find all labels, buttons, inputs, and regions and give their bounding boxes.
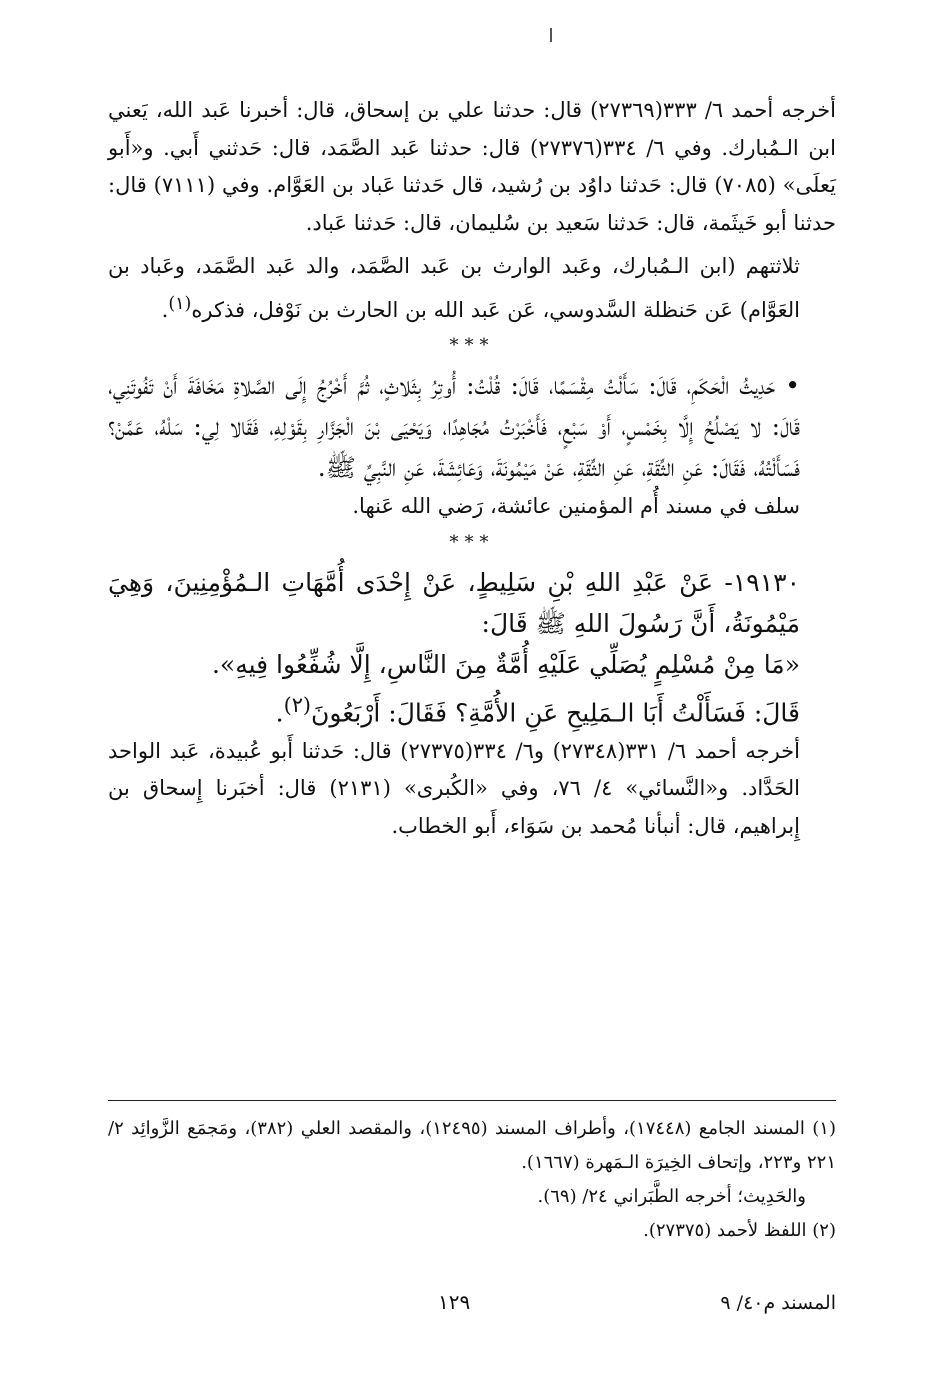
takhrij-paragraph-2-text: ثلاثتهم (ابن الـمُبارك، وعَبد الوارث بن عَبد الصَّمَد، والد عَبد الصَّمَد، وعَباد بن العَوَّام) عَن حَنظلة السَّدوسي، عَن عَبد الله بن الحارث بن نَوْفل، فذكره [108,254,800,322]
footnote-2: (٢) اللفظ لأحمد (٢٧٣٧٥). [643,1220,836,1241]
footnote-1: (١) المسند الجامع (١٧٤٤٨)، وأطراف المسند (١٢٤٩٥)، والمقصد العلي (٣٨٢)، ومَجمَع الزَّوائِد ٢/ ٢٢١ و٢٢٣، وإتحاف الخِيرَة الـمَهرة (١٦٦٧). [108,1118,836,1173]
footnote-ref-1: (١) [168,293,192,314]
main-text [108,92,836,845]
section-separator-1: *** [449,335,495,356]
takhrij-paragraph-1: أخرجه أحمد ٦/ ٣٣٣(٢٧٣٦٩) قال: حدثنا علي بن إسحاق، قال: أخبرنا عَبد الله، يَعني ابن الـمُبارك. وفي ٦/ ٣٣٤(٢٧٣٧٦) قال: حدثنا عَبد الصَّمَد، قال: حَدثني أَبي. و«أَبو يَعلَى» (٧٠٨٥) قال: حَدثنا داوُد بن رُشيد، قال حَدثنا عَباد بن العَوَّام. وفي (٧١١١) قال: حدثنا أبو خَيثَمة، قال: حَدثنا سَعيد بن سُليمان، قال: حَدثنا عَباد. [108,98,836,235]
page-number: ١٢٩ [438,1290,471,1314]
volume-signature: المسند م٤٠/ ٩ [720,1292,836,1314]
page-footer [108,1290,836,1326]
footnotes [108,1112,836,1248]
footnote-ref-2: (٢) [283,692,312,717]
hadith-19130-addendum-text: قَالَ: فَسَأَلْتُ أَبَا الـمَلِيحِ عَنِ الأُمَّةِ؟ فَقَالَ: أَرْبَعُونَ [311,697,800,727]
takhrij-paragraph-2: ثلاثتهم (ابن الـمُبارك، وعَبد الوارث بن عَبد الصَّمَد، والد عَبد الصَّمَد، وعَباد بن العَوَّام) عَن حَنظلة السَّدوسي، عَن عَبد الله بن الحارث بن نَوْفل، فذكره$^{(١)}$. [108,254,800,322]
footnote-divider [108,1100,836,1101]
top-mark [550,28,552,42]
takhrij-paragraph-3: أخرجه أحمد ٦/ ٣٣١(٢٧٣٤٨) و٦/ ٣٣٤(٢٧٣٧٥) قال: حَدثنا أَبو عُبيدة، عَبد الواحد الحَدَّاد. و«النَّسائي» ٤/ ٧٦، وفي «الكُبرى» (٢١٣١) قال: أخبَرنا إِسحاق بن إِبراهيم، قال: أنبأنا مُحمد بن سَوَاء، أَبو الخطاب. [108,738,800,838]
section-separator-2: *** [449,531,495,553]
hadith-19130-isnad: ١٩١٣٠- عَنْ عَبْدِ اللهِ بْنِ سَلِيطٍ، عَنْ إِحْدَى أُمَّهَاتِ الـمُؤْمِنِينَ، وَهِيَ مَيْمُونَةُ، أَنَّ رَسُولَ اللهِ ﷺ قَالَ: [108,567,800,638]
hadith-19130-matn: «مَا مِنْ مُسْلِمٍ يُصَلِّي عَلَيْهِ أُمَّةٌ مِنَ النَّاسِ، إِلَّا شُفِّعُوا فِيهِ». [211,649,800,679]
footnote-1-continuation: والحَدِيث؛ أخرجه الطَّبَراني ٢٤/ (٦٩). [537,1186,806,1207]
hadith-19130-addendum-end: . [275,697,284,727]
hadith-19130-addendum [108,685,836,733]
cross-reference-note: سلف في مسند أُم المؤمنين عائشة، رَضي الله عَنها. [352,494,800,518]
hadith-al-hakam: • حَدِيثُ الْحَكَمِ، قَالَ: سَأَلْتُ مِقْسَمًا، قَالَ: قُلْتُ: أُوتِرُ بِثَلاثٍ، ثُمَّ أَخْرُجُ إِلَى الصَّلاةِ مَخَافَةَ أَنْ تَفُوتَنِي، قَالَ: لا يَصْلُحُ إِلَّا بِخَمْسٍ، أَوْ سَبْعٍ، فَأَخْبَرْتُ مُجَاهِدًا، وَيَحْيَى بْنَ الْجَزَّارِ بِقَوْلِهِ، فَقَالا لِي: سَلْهُ، عَمَّنْ؟ فَسَأَلْتُهُ، فَقَالَ: عَنِ الثِّقَةِ، عَنِ الثِّقَةِ، عَنْ مَيْمُونَةَ، وَعَائِشَةَ، عَنِ النَّبِيِّ ﷺ. [108,371,800,482]
